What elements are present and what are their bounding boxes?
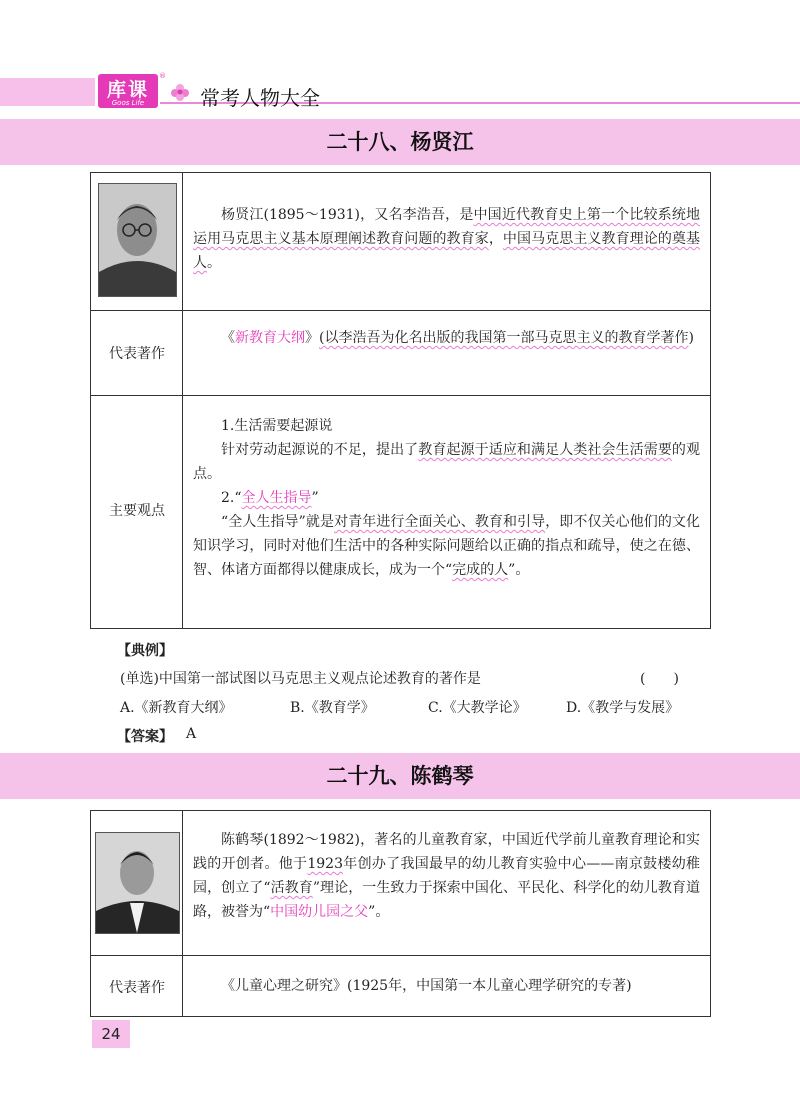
flower-icon: [168, 80, 192, 104]
page-number: 24: [92, 1020, 130, 1048]
table-divider: [90, 955, 711, 956]
registered-mark: ®: [159, 72, 166, 80]
book-title: 常考人物大全: [200, 86, 320, 110]
option-d: D.《教学与发展》: [566, 700, 680, 716]
yang-views: [193, 414, 700, 582]
logo-text: 库课: [106, 79, 149, 101]
yang-portrait-photo: [98, 183, 177, 297]
example-question: (单选)中国第一部试图以马克思主义观点论述教育的著作是: [120, 671, 481, 687]
view1-text: 针对劳动起源说的不足，提出了教育起源于适应和满足人类社会生活需要的观点。: [193, 442, 701, 482]
yang-bio: 杨贤江(1895～1931)，又名李浩吾，是中国近代教育史上第一个比较系统地运用马克思主义基本原理阐述教育问题的教育家，中国马克思主义教育理论的奠基人。: [193, 207, 701, 271]
option-b: B.《教育学》: [290, 700, 375, 716]
answer-label: 【答案】: [117, 729, 173, 745]
section-title-chen: 二十九、陈鹤琴: [326, 764, 474, 788]
option-a: A.《新教育大纲》: [120, 700, 233, 716]
section-title-yang: 二十八、杨贤江: [326, 130, 474, 154]
option-c: C.《大教学论》: [428, 700, 527, 716]
view2-title: 2.“全人生指导”: [221, 490, 319, 506]
table-divider: [182, 172, 183, 629]
yang-works: 《新教育大纲》(以李浩吾为化名出版的我国第一部马克思主义的教育学著作): [221, 330, 694, 346]
view2-text: “全人生指导”就是对青年进行全面关心、教育和引导，即不仅关心他们的文化知识学习，同时对他们生活中的各种实际问题给以正确的指点和疏导，使之在德、智、体诸方面都得以健康成长，成为一个“完成的人”。: [193, 514, 701, 578]
answer-value: A: [186, 726, 197, 742]
table-divider: [182, 810, 183, 1017]
works-label: 代表著作: [109, 980, 165, 996]
example-label: 【典例】: [117, 643, 173, 659]
view1-title: 1.生活需要起源说: [221, 418, 333, 434]
brand-logo: [98, 74, 158, 108]
chen-portrait-photo: [95, 832, 180, 934]
header-band: [0, 78, 95, 106]
chen-works: 《儿童心理之研究》(1925年，中国第一本儿童心理学研究的专著): [221, 978, 632, 994]
table-divider: [90, 310, 711, 311]
chen-bio: 陈鹤琴(1892～1982)，著名的儿童教育家，中国近代学前儿童教育理论和实践的开创者。他于1923年创办了我国最早的幼儿教育实验中心——南京鼓楼幼稚园，创立了“活教育”理论，一生致力于探索中国化、平民化、科学化的幼儿教育道路，被誉为“中国幼儿园之父”。: [193, 832, 701, 920]
views-label: 主要观点: [109, 503, 165, 519]
table-divider: [90, 395, 711, 396]
logo-subtext: Goos Life: [111, 99, 145, 107]
answer-blank: ( ): [640, 671, 679, 687]
works-label: 代表著作: [109, 346, 165, 362]
